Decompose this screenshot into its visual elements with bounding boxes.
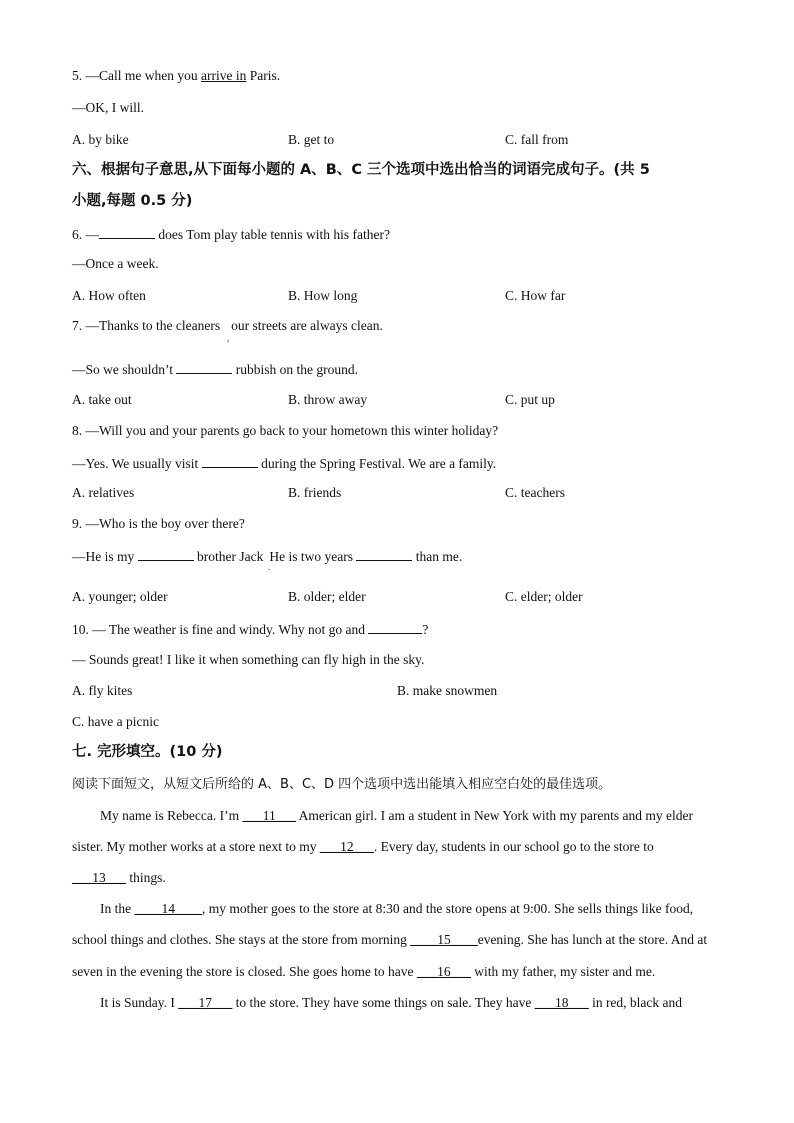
q5-underlined-phrase: arrive in [200, 68, 247, 83]
passage-text: things. [126, 870, 166, 885]
q7-response [72, 359, 358, 379]
passage-text: with my father, my sister and me. [470, 964, 656, 979]
passage-p1-line1 [100, 807, 750, 825]
blank-17: ___17___ [178, 995, 233, 1010]
section7-instruction: 阅读下面短文，从短文后所给的 A、B、C、D 四个选项中选出能填入相应空白处的最佳选项。 [72, 777, 612, 792]
blank-12: ___12___ [319, 839, 374, 854]
q7-option-a: A. take out [72, 392, 132, 407]
q8-stem: 8. —Will you and your parents go back to your hometown this winter holiday? [72, 423, 499, 438]
q10-response: — Sounds great! I like it when something can fly high in the sky. [72, 652, 425, 667]
passage-text: , my mother goes to the store at 8:30 and the store opens at 9:00. She sells things like food, [202, 901, 694, 916]
passage-text: to the store. They have some things on sale. They have [232, 995, 535, 1010]
q7-stem-end: our streets are always clean. [231, 318, 383, 333]
q5-option-c: C. fall from [505, 132, 569, 147]
passage-p3-line1 [100, 994, 750, 1012]
q6-option-c: C. How far [505, 288, 566, 303]
q7-option-b: B. throw away [288, 392, 368, 407]
blank-15: ____15____ [410, 932, 478, 947]
q6-blank [99, 224, 155, 239]
q6-stem-start: 6. — [72, 227, 99, 242]
section7-heading: 七. 完形填空。(10 分) [72, 744, 223, 760]
q5-option-b: B. get to [288, 132, 335, 147]
passage-text: evening. She has lunch at the store. And at [477, 932, 708, 947]
q6-option-a: A. How often [72, 288, 146, 303]
q9-stem: 9. —Who is the boy over there? [72, 516, 245, 531]
q8-option-b: B. friends [288, 485, 342, 500]
passage-text: My name is Rebecca. I’m [100, 808, 243, 823]
blank-18: ___18___ [534, 995, 589, 1010]
passage-text: school things and clothes. She stays at the store from morning [72, 932, 411, 947]
q8-option-a: A. relatives [72, 485, 135, 500]
q10-stem-start: 10. — The weather is fine and windy. Why not go and [72, 622, 369, 637]
q8-response [72, 453, 496, 473]
blank-13: ___13___ [72, 870, 126, 885]
q9-response-mid2: He is two years [269, 549, 357, 564]
q6-option-b: B. How long [288, 288, 358, 303]
passage-text: It is Sunday. I [100, 995, 179, 1010]
blank-16: ___16___ [416, 964, 471, 979]
q10-option-c: C. have a picnic [72, 714, 159, 729]
passage-text: seven in the evening the store is closed. She goes home to have [72, 964, 417, 979]
q9-option-c: C. elder; older [505, 589, 583, 604]
q7-comma-mark: , [227, 333, 230, 343]
q10-stem-end: ? [422, 622, 429, 637]
passage-p1-line2 [72, 838, 722, 856]
q5-response: —OK, I will. [72, 100, 144, 115]
q7-response-start: —So we shouldn’t [72, 362, 177, 377]
q5-stem-end: Paris. [246, 68, 281, 83]
q9-response-mid: brother Jack [193, 549, 264, 564]
passage-p2-line3 [72, 963, 722, 981]
q10-option-a: A. fly kites [72, 683, 133, 698]
blank-11: ___11___ [242, 808, 296, 823]
passage-p2-line2 [72, 931, 722, 949]
q10-option-b: B. make snowmen [397, 683, 498, 698]
passage-p1-line3 [72, 869, 722, 887]
q9-option-a: A. younger; older [72, 589, 168, 604]
q10-stem [72, 619, 428, 639]
q7-response-end: rubbish on the ground. [232, 362, 359, 377]
q9-option-b: B. older; elder [288, 589, 366, 604]
q9-blank-1 [138, 546, 194, 561]
section6-heading-line1: 六、根据句子意思,从下面每小题的 A、B、C 三个选项中选出恰当的词语完成句子。(共 5 [72, 162, 650, 178]
q9-period-mark: . [268, 562, 271, 572]
q7-option-c: C. put up [505, 392, 555, 407]
passage-text: in red, black and [588, 995, 683, 1010]
passage-text: . Every day, students in our school go to the store to [373, 839, 654, 854]
q6-stem [72, 224, 390, 244]
q7-stem-start: 7. —Thanks to the cleaners [72, 318, 221, 333]
q6-response: —Once a week. [72, 256, 159, 271]
section6-heading-line2: 小题,每题 0.5 分) [72, 193, 193, 209]
q8-response-start: —Yes. We usually visit [72, 456, 202, 471]
q6-stem-end: does Tom play table tennis with his father? [155, 227, 391, 242]
passage-p2-line1 [100, 900, 750, 918]
passage-text: American girl. I am a student in New York with my parents and my elder [295, 808, 693, 823]
q9-blank-2 [356, 546, 412, 561]
q9-response-start: —He is my [72, 549, 138, 564]
blank-14: ____14____ [134, 901, 202, 916]
passage-text: In the [100, 901, 135, 916]
q7-blank [176, 359, 232, 374]
q8-option-c: C. teachers [505, 485, 565, 500]
q10-blank [368, 619, 422, 634]
q5-stem-text: 5. —Call me when you [72, 68, 201, 83]
q5-option-a: A. by bike [72, 132, 129, 147]
q8-response-end: during the Spring Festival. We are a family. [257, 456, 497, 471]
q5-stem [72, 67, 280, 85]
passage-text: sister. My mother works at a store next to my [72, 839, 320, 854]
q9-response-end: than me. [412, 549, 463, 564]
q8-blank [202, 453, 258, 468]
